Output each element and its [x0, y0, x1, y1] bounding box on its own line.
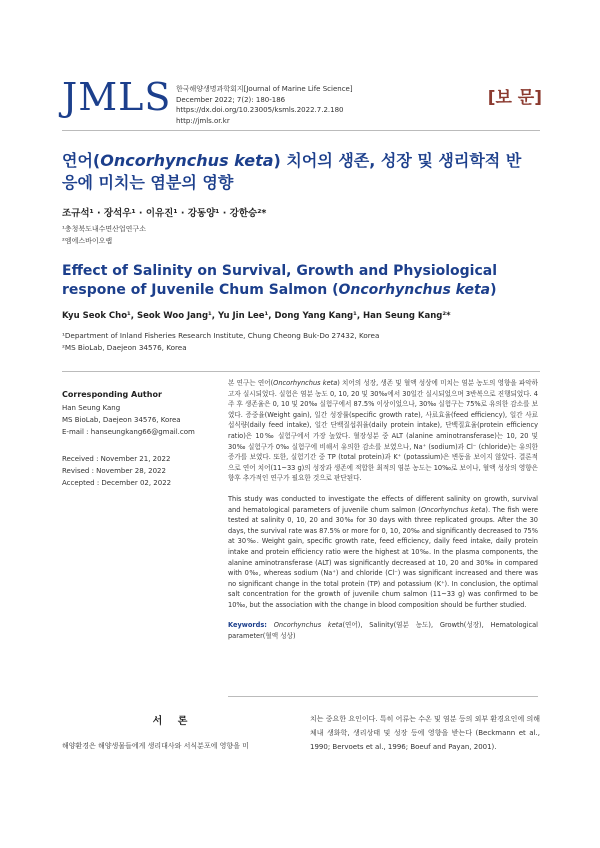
corresponding-author-name: Han Seung Kang — [62, 404, 121, 412]
revised-date: Revised : November 28, 2022 — [62, 467, 166, 475]
keywords-species: Oncorhynchus keta — [273, 621, 343, 630]
journal-name: 한국해양생명과학회지[Journal of Marine Life Science] — [176, 85, 353, 93]
abstract-english-post: ). The fish were tested at salinity 0, 10, 20 and 30‰ for 30 days with three replicated groups. After the 30 days, the survival rate was 87.5% or more for 0, 10, 20‰ and significantly decreased to 75% at 30‰. Weight gain, specific growth rate, feed efficiency, daily feed intake, daily protein intake and protein efficiency ratio were the highest at 10‰. In the plasma components, the alanine aminotransferase (ALT) was significantly decreased at 10, 20 and 30‰ in compared with 0‰, whereas sodium (Na⁺) and chloride (Cl⁻) was significant increased and there was no significant change in the total protein (TP) and potassium (K⁺). In conclusion, the optimal salt concentration for the growth of juvenile chum salmon (11~33 g) was confirmed to be 10‰, but the association with the change in blood composition should be further studied. — [228, 505, 539, 609]
korean-authors: 조규석¹ · 장석우¹ · 이유진¹ · 강동양¹ · 강한승²* — [62, 208, 267, 219]
introduction-heading: 서 론 — [152, 716, 194, 727]
english-affiliation-1: ¹Department of Inland Fisheries Research Institute, Chung Cheong Buk-Do 27432, Korea — [62, 331, 380, 340]
korean-title-post: ) 치어의 생존, 성장 및 생리학적 반응에 미치는 염분의 영향 — [62, 151, 522, 192]
received-date: Received : November 21, 2022 — [62, 455, 171, 463]
journal-doi-link[interactable]: https://dx.doi.org/10.23005/ksmls.2022.7.2.180 — [176, 106, 344, 114]
english-title-pre: Effect of Salinity on Survival, Growth and Physiological respone of Juvenile Chum Salmon ( — [62, 263, 498, 298]
keywords-rest: (연어), Salinity(염분 농도), Growth(성장), Hematological parameter(혈액 성상) — [228, 621, 538, 641]
korean-affiliations — [62, 223, 146, 247]
abstract-english-pre: This study was conducted to investigate the effects of different salinity on growth, survival and hematological parameters of juvenile chum salmon ( — [228, 494, 538, 514]
korean-title-pre: 연어( — [62, 151, 101, 170]
header-divider — [62, 130, 540, 131]
english-affiliation-2: ²MS BioLab, Daejeon 34576, Korea — [62, 343, 187, 352]
korean-affiliation-2: ²엠에스바이오랩 — [62, 237, 113, 245]
keywords-label: Keywords: — [228, 621, 267, 630]
english-authors: Kyu Seok Cho¹, Seok Woo Jang¹, Yu Jin Lee¹, Dong Yang Kang¹, Han Seung Kang²* — [62, 311, 451, 321]
corresponding-author-block — [62, 389, 212, 438]
english-affiliations — [62, 330, 379, 354]
korean-title-species: Oncorhynchus keta — [100, 151, 274, 170]
introduction-right-column: 치는 중요한 요인이다. 특히 어류는 수온 및 염분 등의 외부 환경요인에 의해 체내 생화학, 생리상태 및 성장 등에 영향을 받는다 (Beckmann et al., 1990; Bervoets et al., 1996; Boeuf and Payan, 2001). — [310, 715, 540, 751]
abstract-english — [228, 494, 538, 611]
abstract-korean-species: Oncorhynchus keta — [273, 379, 338, 387]
journal-meta — [176, 84, 353, 126]
journal-issue: December 2022; 7(2): 180-186 — [176, 95, 286, 104]
title-divider — [62, 371, 540, 372]
abstract-divider — [228, 696, 538, 697]
english-title-species: Oncorhynchus keta — [338, 282, 491, 298]
corresponding-author-heading: Corresponding Author — [62, 390, 162, 399]
korean-title — [62, 150, 532, 194]
abstract-korean-post: ) 치어의 성장, 생존 및 혈액 성상에 미치는 염분 농도의 영향을 파악하고자 실시되었다. 실험은 염분 농도 0, 10, 20 및 30‰에서 30일간 실시되었으며 3반복으로 진행되었다. 4주 후 생존율은 0, 10 및 20‰ 실험구에서 87.5% 이상이었으나, 30‰ 실험구는 75%로 유의한 감소를 보였다. 증중율(Weight gain), 일간 성장률(specific growth rate), 사료효율(feed efficiency), 일간 사료섭식량(daily feed intake), 일간 단백질섭취율(daily protein intake), 단백질효율(protein efficiency ratio)은 10‰ 실험구에서 가장 높았다. 혈장성분 중 ALT (alanine aminotransferase)는 10, 20 및 30‰ 실험구가 0‰ 실험구에 비해서 유의한 감소를 보였으나, Na⁺ (sodium)과 Cl⁻ (chloride)는 유의한 증가를 보였다. 또한, 실험기간 중 TP (total protein)과 K⁺ (potassium)은 변동을 보이지 않았다. 결론적으로 연어 치어(11~33 g)의 성장과 생존에 적합한 최적의 염분 농도는 10‰로 보이나, 혈액 성상의 영향은 향후 추가적인 연구가 필요한 것으로 판단된다. — [228, 379, 539, 483]
abstract — [228, 378, 538, 642]
corresponding-author-email[interactable]: E-mail : hanseungkang66@gmail.com — [62, 428, 195, 436]
abstract-korean-pre: 본 연구는 연어( — [228, 379, 274, 387]
abstract-english-species: Oncorhynchus keta — [420, 505, 486, 514]
accepted-date: Accepted : December 02, 2022 — [62, 479, 172, 487]
english-title — [62, 262, 532, 300]
corresponding-author-address: MS BioLab, Daejeon 34576, Korea — [62, 416, 181, 424]
korean-affiliation-1: ¹충청북도내수면산업연구소 — [62, 225, 146, 233]
article-type-badge: [보 문] — [487, 88, 542, 108]
journal-logo: JMLS — [62, 75, 172, 119]
english-title-post: ) — [490, 282, 497, 298]
abstract-korean — [228, 378, 538, 484]
journal-url-link[interactable]: http://jmls.or.kr — [176, 116, 230, 125]
keywords — [228, 620, 538, 641]
introduction-left-column: 해양환경은 해양생물들에게 생리대사와 서식분포에 영향을 미 — [62, 742, 249, 750]
article-dates — [62, 453, 212, 489]
